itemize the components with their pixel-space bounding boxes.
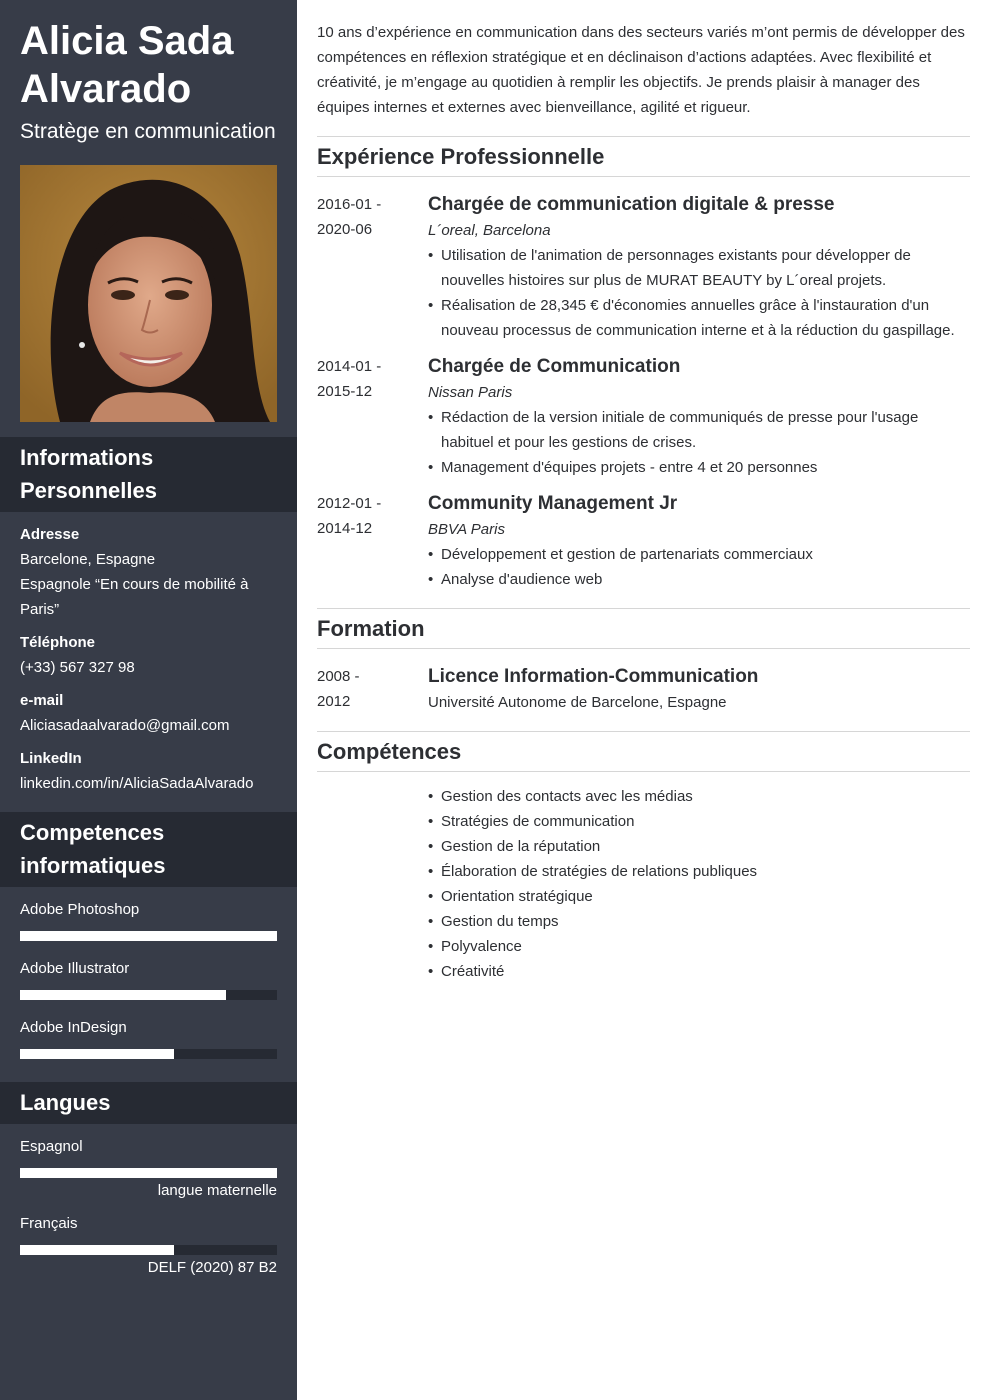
job-title: Chargée de communication digitale & presse [428, 194, 835, 215]
language-item [20, 1137, 277, 1201]
personal-info-section [0, 437, 297, 812]
skill-item: • Élaboration de stratégies de relations publiques [428, 859, 970, 884]
linkedin-link[interactable]: linkedin.com/in/AliciaSadaAlvarado [20, 775, 254, 792]
entry-date-end: 2012 [317, 693, 351, 710]
skill-item: • Stratégies de communication [428, 809, 970, 834]
phone-value[interactable]: (+33) 567 327 98 [20, 659, 135, 676]
email-block [20, 688, 277, 738]
institution: Université Autonome de Barcelone, Espagne [428, 694, 727, 711]
languages-section [0, 1082, 297, 1307]
language-name: Espagnol [20, 1138, 83, 1155]
software-skill-name: Adobe Illustrator [20, 960, 130, 977]
email-label: e-mail [20, 692, 64, 709]
skill-item: • Gestion du temps [428, 909, 970, 934]
address-nationality: Espagnole “En cours de mobilité à Paris” [20, 576, 249, 618]
achievement-item: • Rédaction de la version initiale de communiqués de presse pour l'usage habituel et pour les gestions de crises. [428, 405, 970, 455]
entry-date-end: 2020-06 [317, 221, 373, 238]
achievement-list [428, 243, 970, 343]
entry-dates [317, 663, 428, 715]
skill-level-bar [20, 931, 277, 941]
language-note: DELF (2020) 87 B2 [147, 1259, 277, 1276]
skill-level-fill [20, 1049, 174, 1059]
experience-entry [317, 191, 970, 343]
entry-date-start: 2008 - [317, 668, 360, 685]
software-skills-section [0, 812, 297, 1075]
entry-dates [317, 353, 428, 480]
experience-section [317, 136, 970, 592]
address-block [20, 522, 277, 622]
personal-info-heading: Informations Personnelles [0, 437, 297, 512]
job-title: Community Management Jr [428, 493, 678, 514]
skill-level-fill [20, 931, 277, 941]
linkedin-label: LinkedIn [20, 750, 82, 767]
skill-level-bar [20, 990, 277, 1000]
employer: Nissan Paris [428, 384, 513, 401]
skill-item: • Gestion de la réputation [428, 834, 970, 859]
language-item [20, 1214, 277, 1278]
software-skills-heading: Competences informatiques [0, 812, 297, 887]
software-skill-name: Adobe InDesign [20, 1019, 127, 1036]
profile-summary: 10 ans d’expérience en communication dans des secteurs variés m’ont permis de développer des compétences en réflexion stratégique et en déclinaison d’actions adaptées. Avec flexibilité et créativité, je m’engage au quotidien à remplir les objectifs. Je prends plaisir à manager des équipes internes et externes avec bienveillance, agilité et rigueur. [317, 24, 965, 116]
software-skill-item [20, 959, 277, 1000]
software-skill-name: Adobe Photoshop [20, 901, 140, 918]
language-level-bar [20, 1245, 277, 1255]
skill-level-bar [20, 1049, 277, 1059]
portrait-image-icon [20, 165, 277, 422]
software-skill-item [20, 900, 277, 941]
language-name: Français [20, 1215, 78, 1232]
skill-item: • Gestion des contacts avec les médias [428, 784, 970, 809]
achievement-list [428, 405, 970, 480]
education-entry [317, 663, 970, 715]
achievement-item: • Réalisation de 28,345 € d'économies annuelles grâce à l'instauration d'un nouveau processus de communication interne et à la réduction du gaspillage. [428, 293, 970, 343]
entry-date-end: 2014-12 [317, 520, 373, 537]
software-skill-item [20, 1018, 277, 1059]
skill-level-fill [20, 990, 226, 1000]
achievement-item: • Utilisation de l'animation de personnages existants pour développer de nouvelles histoires sur plus de MURAT BEAUTY by L´oreal projets. [428, 243, 970, 293]
language-note: langue maternelle [157, 1182, 277, 1199]
candidate-name: Alicia Sada Alvarado [20, 19, 234, 111]
linkedin-block [20, 746, 277, 796]
achievement-item: • Management d'équipes projets - entre 4 et 20 personnes [428, 455, 970, 480]
education-section [317, 608, 970, 715]
achievement-item: • Développement et gestion de partenariats commerciaux [428, 542, 970, 567]
achievement-list [428, 542, 970, 592]
language-level-fill [20, 1245, 174, 1255]
skill-item: • Créativité [428, 959, 970, 984]
main-content [317, 0, 970, 984]
candidate-title: Stratège en communication [20, 120, 276, 143]
languages-heading: Langues [0, 1082, 297, 1124]
employer: L´oreal, Barcelona [428, 222, 551, 239]
skills-heading: Compétences [317, 731, 970, 772]
address-city: Barcelone, Espagne [20, 551, 156, 568]
skill-item: • Orientation stratégique [428, 884, 970, 909]
achievement-item: • Analyse d'audience web [428, 567, 970, 592]
entry-date-end: 2015-12 [317, 383, 373, 400]
skill-item: • Polyvalence [428, 934, 970, 959]
experience-entry [317, 490, 970, 592]
degree-title: Licence Information-Communication [428, 666, 759, 687]
address-label: Adresse [20, 526, 80, 543]
entry-date-start: 2012-01 - [317, 495, 382, 512]
experience-entry [317, 353, 970, 480]
employer: BBVA Paris [428, 521, 505, 538]
entry-date-start: 2014-01 - [317, 358, 382, 375]
job-title: Chargée de Communication [428, 356, 681, 377]
entry-dates [317, 191, 428, 343]
language-level-fill [20, 1168, 277, 1178]
skills-section [317, 731, 970, 984]
experience-heading: Expérience Professionnelle [317, 136, 970, 177]
phone-label: Téléphone [20, 634, 96, 651]
profile-photo [20, 165, 277, 422]
language-level-bar [20, 1168, 277, 1178]
entry-date-start: 2016-01 - [317, 196, 382, 213]
education-heading: Formation [317, 608, 970, 649]
phone-block [20, 630, 277, 680]
email-link[interactable]: Aliciasadaalvarado@gmail.com [20, 717, 230, 734]
sidebar [0, 0, 297, 1400]
skills-list [428, 784, 970, 984]
entry-dates [317, 490, 428, 592]
